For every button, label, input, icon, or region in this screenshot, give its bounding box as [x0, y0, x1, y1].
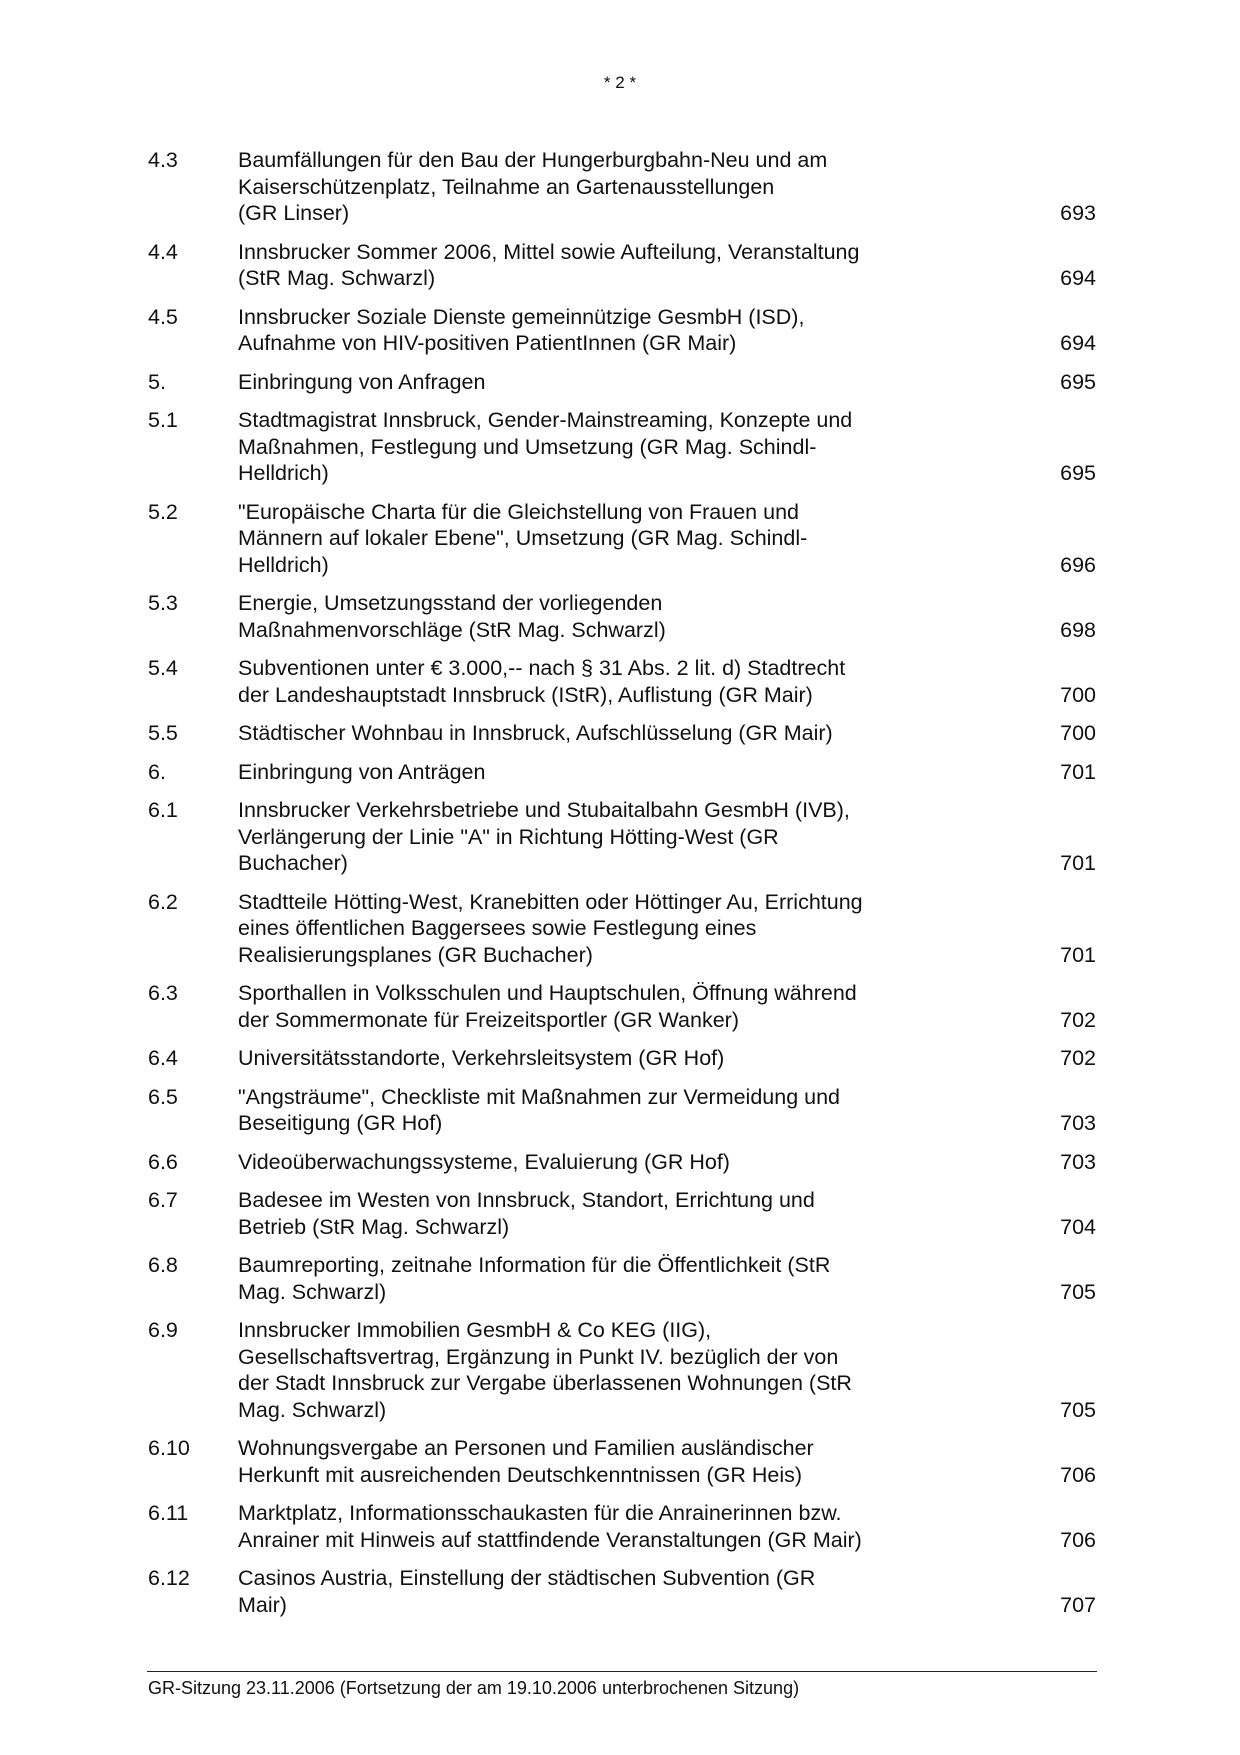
- toc-entry-number: 6.1: [148, 798, 178, 822]
- toc-entry-page: 694: [1060, 331, 1096, 355]
- toc-entry-number: 6.: [148, 759, 166, 784]
- toc-entry-title: [238, 1565, 938, 1618]
- toc-entry: [0, 1045, 1240, 1072]
- toc-entry: [0, 407, 1240, 487]
- toc-entry: [0, 239, 1240, 292]
- toc-entry-title-line: Männern auf lokaler Ebene", Umsetzung (GR Mag. Schindl-: [238, 526, 808, 550]
- toc-entry: [0, 797, 1240, 877]
- toc-entry-page: 706: [1060, 1462, 1096, 1487]
- toc-entry-title-line: der Landeshauptstadt Innsbruck (IStR), Auflistung (GR Mair): [238, 682, 813, 707]
- toc-entry-title: [238, 369, 938, 396]
- toc-entry-title-line: Mag. Schwarzl): [238, 1279, 387, 1304]
- toc-entry: [0, 889, 1240, 969]
- toc-entry-title-line: Realisierungsplanes (GR Buchacher): [238, 942, 593, 967]
- toc-entry-title-line: Maßnahmenvorschläge (StR Mag. Schwarzl): [238, 617, 666, 642]
- toc-entry: [0, 1317, 1240, 1423]
- toc-entry-page: 701: [1060, 851, 1096, 875]
- toc-entry: [0, 499, 1240, 579]
- toc-entry-title-line: Innsbrucker Sommer 2006, Mittel sowie Aufteilung, Veranstaltung: [238, 239, 860, 264]
- toc-entry: [0, 980, 1240, 1033]
- toc-entry-number: 5.3: [148, 591, 178, 615]
- toc-entry-title-line: Stadtteile Hötting-West, Kranebitten oder Höttinger Au, Errichtung: [238, 889, 863, 914]
- toc-entry-title: [238, 1252, 938, 1305]
- toc-entry-page: 695: [1060, 369, 1096, 394]
- toc-entry: [0, 147, 1240, 227]
- toc-entry-title-line: Anrainer mit Hinweis auf stattfindende Veranstaltungen (GR Mair): [238, 1527, 862, 1552]
- footer-divider: [147, 1671, 1097, 1672]
- toc-entry-number: 6.3: [148, 981, 178, 1005]
- toc-entry-title-line: Universitätsstandorte, Verkehrsleitsystem (GR Hof): [238, 1046, 725, 1070]
- toc-entry: [0, 590, 1240, 643]
- toc-entry-page: 703: [1060, 1149, 1096, 1174]
- toc-entry-page: 706: [1060, 1527, 1096, 1552]
- toc-entry-title-line: Baumfällungen für den Bau der Hungerburgbahn-Neu und am: [238, 148, 828, 172]
- toc-entry-number: 6.6: [148, 1149, 178, 1174]
- toc-entry-number: 5.: [148, 369, 166, 394]
- toc-entry-title: [238, 499, 938, 579]
- toc-entry: [0, 720, 1240, 747]
- toc-entry-title: [238, 759, 938, 786]
- toc-entry-title-line: Videoüberwachungssysteme, Evaluierung (GR Hof): [238, 1149, 730, 1174]
- toc-entry-page: 705: [1060, 1397, 1096, 1422]
- toc-entry-number: 6.10: [148, 1436, 190, 1460]
- toc-entry-title: [238, 1435, 938, 1488]
- footer-text: GR-Sitzung 23.11.2006 (Fortsetzung der am 19.10.2006 unterbrochenen Sitzung): [148, 1678, 800, 1698]
- toc-entry-title-line: Subventionen unter € 3.000,-- nach § 31 Abs. 2 lit. d) Stadtrecht: [238, 656, 846, 680]
- toc-entry-number: 4.4: [148, 239, 178, 264]
- toc-entry-page: 705: [1060, 1279, 1096, 1304]
- toc-entry-page: 702: [1060, 1007, 1096, 1032]
- toc-entry-title-line: Einbringung von Anträgen: [238, 759, 486, 784]
- toc-entry-page: 700: [1060, 721, 1096, 745]
- toc-entry-title: [238, 590, 938, 643]
- toc-entry-title-line: Mair): [238, 1592, 287, 1617]
- toc-entry-title-line: Städtischer Wohnbau in Innsbruck, Aufschlüsselung (GR Mair): [238, 721, 833, 745]
- toc-entry-page: 698: [1060, 617, 1096, 642]
- toc-entry-number: 6.9: [148, 1318, 178, 1342]
- toc-entry-page: 704: [1060, 1214, 1096, 1239]
- toc-entry-number: 6.7: [148, 1188, 178, 1212]
- toc-entry-page: 702: [1060, 1046, 1096, 1070]
- toc-entry-number: 4.3: [148, 148, 178, 172]
- toc-entry-number: 6.11: [148, 1501, 189, 1525]
- toc-entry-title-line: (StR Mag. Schwarzl): [238, 266, 436, 290]
- toc-entry-title: [238, 1187, 938, 1240]
- toc-entry-title-line: der Stadt Innsbruck zur Vergabe überlassenen Wohnungen (StR: [238, 1371, 852, 1395]
- toc-entry-title: [238, 1317, 938, 1423]
- toc-entry: [0, 1252, 1240, 1305]
- toc-entry: [0, 1435, 1240, 1488]
- toc-entry-title-line: "Angsträume", Checkliste mit Maßnahmen zur Vermeidung und: [238, 1084, 841, 1109]
- toc-entry-title-line: Mag. Schwarzl): [238, 1397, 387, 1422]
- toc-entry: [0, 655, 1240, 708]
- toc-entry-number: 5.4: [148, 656, 178, 680]
- toc-entry-number: 6.8: [148, 1253, 178, 1277]
- toc-entry-page: 696: [1060, 552, 1096, 577]
- toc-entry-title-line: Verlängerung der Linie "A" in Richtung Hötting-West (GR: [238, 824, 779, 849]
- toc-entry-title: [238, 980, 938, 1033]
- toc-entry-title-line: der Sommermonate für Freizeitsportler (GR Wanker): [238, 1007, 739, 1032]
- toc-entry-title-line: "Europäische Charta für die Gleichstellung von Frauen und: [238, 499, 799, 524]
- toc-entry-title: [238, 407, 938, 487]
- toc-entry-title-line: Helldrich): [238, 552, 329, 577]
- toc-entry: [0, 1500, 1240, 1553]
- toc-entry-title: [238, 1084, 938, 1137]
- toc-entry-title-line: Casinos Austria, Einstellung der städtischen Subvention (GR: [238, 1566, 816, 1590]
- toc-entry-title-line: Innsbrucker Immobilien GesmbH & Co KEG (IIG),: [238, 1318, 712, 1342]
- table-of-contents: [0, 147, 1240, 1630]
- toc-entry-title-line: Sporthallen in Volksschulen und Hauptschulen, Öffnung während: [238, 981, 857, 1005]
- toc-entry-title-line: eines öffentlichen Baggersees sowie Festlegung eines: [238, 916, 757, 940]
- toc-entry-page: 693: [1060, 201, 1096, 225]
- toc-entry-title-line: Maßnahmen, Festlegung und Umsetzung (GR Mag. Schindl-: [238, 434, 817, 459]
- toc-entry: [0, 369, 1240, 396]
- toc-entry: [0, 1187, 1240, 1240]
- toc-entry-title: [238, 889, 938, 969]
- toc-entry-title-line: Badesee im Westen von Innsbruck, Standort, Errichtung und: [238, 1188, 815, 1212]
- toc-entry-number: 5.1: [148, 408, 178, 432]
- toc-entry-title-line: Einbringung von Anfragen: [238, 369, 486, 394]
- toc-entry-page: 701: [1060, 942, 1096, 967]
- toc-entry-page: 700: [1060, 682, 1096, 707]
- toc-entry-number: 6.12: [148, 1566, 190, 1590]
- toc-entry-title-line: Helldrich): [238, 461, 329, 485]
- toc-entry-title: [238, 655, 938, 708]
- toc-entry-title-line: Innsbrucker Verkehrsbetriebe und Stubaitalbahn GesmbH (IVB),: [238, 798, 850, 822]
- toc-entry-title: [238, 304, 938, 357]
- toc-entry-title-line: Wohnungsvergabe an Personen und Familien ausländischer: [238, 1436, 814, 1460]
- toc-entry-title: [238, 147, 938, 227]
- toc-entry-number: 5.5: [148, 721, 178, 745]
- toc-entry-page: 695: [1060, 461, 1096, 485]
- toc-entry: [0, 1565, 1240, 1618]
- toc-entry-page: 701: [1060, 759, 1096, 784]
- toc-entry-title: [238, 797, 938, 877]
- page-number: * 2 *: [603, 73, 637, 92]
- toc-entry-title-line: Innsbrucker Soziale Dienste gemeinnützige GesmbH (ISD),: [238, 304, 805, 329]
- toc-entry: [0, 304, 1240, 357]
- toc-entry: [0, 759, 1240, 786]
- toc-entry: [0, 1149, 1240, 1176]
- toc-entry-title-line: Marktplatz, Informationsschaukasten für die Anrainerinnen bzw.: [238, 1501, 842, 1525]
- toc-entry-number: 6.4: [148, 1046, 178, 1070]
- toc-entry-title-line: (GR Linser): [238, 201, 350, 225]
- toc-entry-title-line: Herkunft mit ausreichenden Deutschkenntnissen (GR Heis): [238, 1462, 803, 1487]
- toc-entry-title: [238, 1045, 938, 1072]
- toc-entry-page: 703: [1060, 1111, 1096, 1135]
- toc-entry-title-line: Stadtmagistrat Innsbruck, Gender-Mainstreaming, Konzepte und: [238, 408, 853, 432]
- toc-entry-title: [238, 1149, 938, 1176]
- toc-entry-page: 707: [1060, 1592, 1096, 1617]
- toc-entry-title-line: Baumreporting, zeitnahe Information für die Öffentlichkeit (StR: [238, 1253, 831, 1277]
- toc-entry-title: [238, 239, 938, 292]
- toc-entry-title-line: Energie, Umsetzungsstand der vorliegenden: [238, 591, 663, 615]
- toc-entry-page: 694: [1060, 266, 1096, 290]
- toc-entry-title: [238, 1500, 938, 1553]
- toc-entry-number: 5.2: [148, 499, 178, 524]
- toc-entry-title-line: Aufnahme von HIV-positiven PatientInnen (GR Mair): [238, 331, 737, 355]
- toc-entry: [0, 1084, 1240, 1137]
- toc-entry-title-line: Betrieb (StR Mag. Schwarzl): [238, 1214, 510, 1239]
- toc-entry-title-line: Gesellschaftsvertrag, Ergänzung in Punkt IV. bezüglich der von: [238, 1344, 839, 1369]
- toc-entry-title-line: Kaiserschützenplatz, Teilnahme an Gartenausstellungen: [238, 174, 775, 199]
- toc-entry-number: 6.2: [148, 889, 178, 914]
- toc-entry-title: [238, 720, 938, 747]
- toc-entry-title-line: Buchacher): [238, 851, 348, 875]
- toc-entry-number: 6.5: [148, 1084, 178, 1109]
- toc-entry-title-line: Beseitigung (GR Hof): [238, 1111, 443, 1135]
- toc-entry-number: 4.5: [148, 304, 178, 329]
